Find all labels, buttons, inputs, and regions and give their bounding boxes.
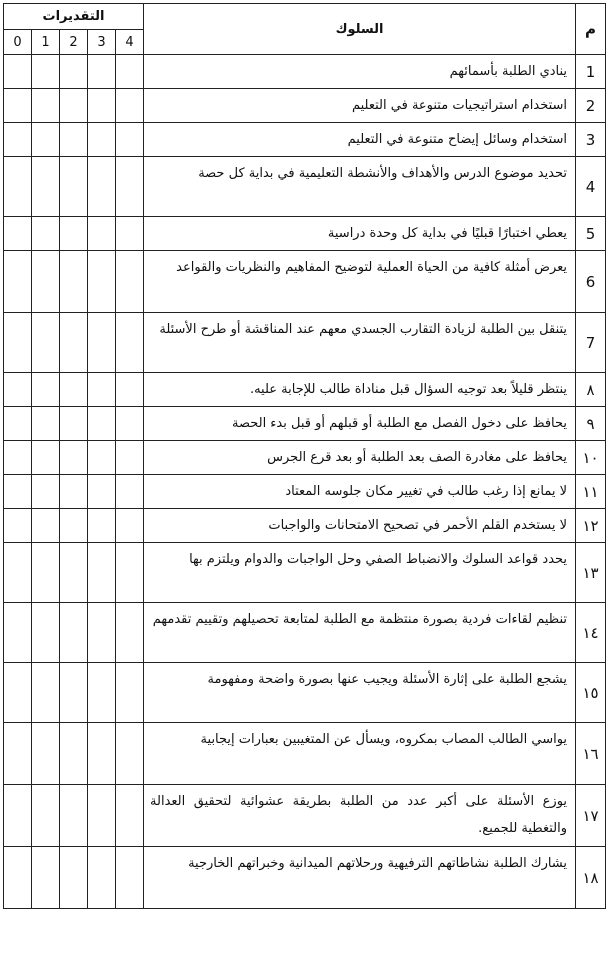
table-row — [4, 407, 606, 441]
rating-cell-3[interactable] — [88, 157, 116, 217]
table-row — [4, 55, 606, 89]
behavior-text: ينادي الطلبة بأسمائهم — [144, 55, 576, 89]
rating-cell-0[interactable] — [4, 55, 32, 89]
rating-cell-4[interactable] — [116, 723, 144, 785]
rating-cell-0[interactable] — [4, 157, 32, 217]
scale-0: 0 — [4, 30, 32, 55]
table-row — [4, 603, 606, 663]
behavior-text: يعرض أمثلة كافية من الحياة العملية لتوضيح المفاهيم والنظريات والقواعد — [144, 251, 576, 313]
row-number: ١٠ — [576, 441, 606, 475]
rating-cell-4[interactable] — [116, 55, 144, 89]
rating-cell-4[interactable] — [116, 123, 144, 157]
rating-cell-4[interactable] — [116, 407, 144, 441]
rating-cell-1[interactable] — [32, 543, 60, 603]
rating-cell-2[interactable] — [60, 723, 88, 785]
header-behavior: السلوك — [144, 4, 576, 55]
row-number: 3 — [576, 123, 606, 157]
behavior-text: يشجع الطلبة على إثارة الأسئلة ويجيب عنها بصورة واضحة ومفهومة — [144, 663, 576, 723]
table-row — [4, 543, 606, 603]
table-row — [4, 785, 606, 847]
table-row — [4, 123, 606, 157]
behavior-text: يواسي الطالب المصاب بمكروه، ويسأل عن المتغيبين بعبارات إيجابية — [144, 723, 576, 785]
rating-cell-1[interactable] — [32, 603, 60, 663]
table-row — [4, 441, 606, 475]
rating-cell-0[interactable] — [4, 475, 32, 509]
scale-3: 3 — [88, 30, 116, 55]
rating-cell-1[interactable] — [32, 251, 60, 313]
row-number: 2 — [576, 89, 606, 123]
row-number: ٨ — [576, 373, 606, 407]
rating-cell-3[interactable] — [88, 603, 116, 663]
row-number: 6 — [576, 251, 606, 313]
rating-cell-1[interactable] — [32, 509, 60, 543]
scale-2: 2 — [60, 30, 88, 55]
behavior-text: يوزع الأسئلة على أكبر عدد من الطلبة بطريقة عشوائية لتحقيق العدالة والتغطية للجميع. — [144, 785, 576, 847]
behavior-text: يتنقل بين الطلبة لزيادة التقارب الجسدي معهم عند المناقشة أو طرح الأسئلة — [144, 313, 576, 373]
row-number: ٩ — [576, 407, 606, 441]
table-row — [4, 251, 606, 313]
rating-table — [3, 3, 606, 909]
rating-cell-0[interactable] — [4, 313, 32, 373]
row-number: ١١ — [576, 475, 606, 509]
rating-cell-3[interactable] — [88, 313, 116, 373]
rating-cell-0[interactable] — [4, 407, 32, 441]
row-number: ١٤ — [576, 603, 606, 663]
rating-cell-0[interactable] — [4, 373, 32, 407]
rating-cell-2[interactable] — [60, 157, 88, 217]
row-number: 1 — [576, 55, 606, 89]
row-number: 5 — [576, 217, 606, 251]
rating-cell-3[interactable] — [88, 55, 116, 89]
behavior-text: يحافظ على مغادرة الصف بعد الطلبة أو بعد قرع الجرس — [144, 441, 576, 475]
rating-cell-1[interactable] — [32, 475, 60, 509]
rating-cell-3[interactable] — [88, 373, 116, 407]
table-row — [4, 217, 606, 251]
row-number: ١٨ — [576, 847, 606, 909]
rating-cell-1[interactable] — [32, 55, 60, 89]
rating-cell-2[interactable] — [60, 123, 88, 157]
rows-body — [4, 55, 606, 909]
rating-cell-4[interactable] — [116, 313, 144, 373]
rating-cell-4[interactable] — [116, 157, 144, 217]
rating-cell-1[interactable] — [32, 847, 60, 909]
rating-cell-1[interactable] — [32, 441, 60, 475]
rating-cell-3[interactable] — [88, 123, 116, 157]
rating-cell-4[interactable] — [116, 441, 144, 475]
rating-cell-1[interactable] — [32, 217, 60, 251]
table-row — [4, 847, 606, 909]
rating-cell-3[interactable] — [88, 663, 116, 723]
rating-cell-2[interactable] — [60, 55, 88, 89]
row-number: 4 — [576, 157, 606, 217]
behavior-rating-form — [3, 3, 605, 956]
rating-cell-3[interactable] — [88, 407, 116, 441]
rating-cell-2[interactable] — [60, 785, 88, 847]
table-row — [4, 663, 606, 723]
table-row — [4, 157, 606, 217]
rating-cell-4[interactable] — [116, 603, 144, 663]
behavior-text: استخدام استراتيجيات متنوعة في التعليم — [144, 89, 576, 123]
rating-cell-4[interactable] — [116, 663, 144, 723]
behavior-text: يحافظ على دخول الفصل مع الطلبة أو قبلهم أو قبل بدء الحصة — [144, 407, 576, 441]
rating-cell-0[interactable] — [4, 123, 32, 157]
rating-cell-0[interactable] — [4, 89, 32, 123]
row-number: 7 — [576, 313, 606, 373]
table-row — [4, 89, 606, 123]
table-row — [4, 475, 606, 509]
behavior-text: يعطي اختبارًا قبليًا في بداية كل وحدة دراسية — [144, 217, 576, 251]
rating-cell-2[interactable] — [60, 603, 88, 663]
rating-cell-1[interactable] — [32, 123, 60, 157]
rating-cell-2[interactable] — [60, 407, 88, 441]
rating-cell-3[interactable] — [88, 475, 116, 509]
table-row — [4, 373, 606, 407]
behavior-text: تحديد موضوع الدرس والأهداف والأنشطة التعليمية في بداية كل حصة — [144, 157, 576, 217]
rating-cell-3[interactable] — [88, 89, 116, 123]
rating-cell-2[interactable] — [60, 475, 88, 509]
rating-cell-0[interactable] — [4, 785, 32, 847]
rating-cell-4[interactable] — [116, 89, 144, 123]
rating-cell-4[interactable] — [116, 543, 144, 603]
rating-cell-0[interactable] — [4, 603, 32, 663]
rating-cell-3[interactable] — [88, 217, 116, 251]
rating-cell-4[interactable] — [116, 251, 144, 313]
header-row — [4, 4, 606, 30]
table-row — [4, 509, 606, 543]
rating-cell-2[interactable] — [60, 509, 88, 543]
table-row — [4, 313, 606, 373]
behavior-text: ينتظر قليلاً بعد توجيه السؤال قبل مناداة طالب للإجابة عليه. — [144, 373, 576, 407]
rating-cell-2[interactable] — [60, 251, 88, 313]
rating-cell-4[interactable] — [116, 217, 144, 251]
rating-cell-1[interactable] — [32, 373, 60, 407]
rating-cell-2[interactable] — [60, 313, 88, 373]
behavior-text: لا يستخدم القلم الأحمر في تصحيح الامتحانات والواجبات — [144, 509, 576, 543]
rating-cell-0[interactable] — [4, 847, 32, 909]
rating-cell-1[interactable] — [32, 663, 60, 723]
rating-cell-2[interactable] — [60, 373, 88, 407]
rating-cell-0[interactable] — [4, 509, 32, 543]
rating-cell-0[interactable] — [4, 251, 32, 313]
header-num: م — [576, 4, 606, 55]
scale-4: 4 — [116, 30, 144, 55]
rating-cell-1[interactable] — [32, 157, 60, 217]
rating-cell-3[interactable] — [88, 509, 116, 543]
row-number: ١٦ — [576, 723, 606, 785]
rating-cell-2[interactable] — [60, 543, 88, 603]
row-number: ١٢ — [576, 509, 606, 543]
behavior-text: استخدام وسائل إيضاح متنوعة في التعليم — [144, 123, 576, 157]
behavior-text: لا يمانع إذا رغب طالب في تغيير مكان جلوسه المعتاد — [144, 475, 576, 509]
rating-cell-4[interactable] — [116, 785, 144, 847]
rating-cell-1[interactable] — [32, 407, 60, 441]
rating-cell-3[interactable] — [88, 847, 116, 909]
scale-1: 1 — [32, 30, 60, 55]
rating-cell-1[interactable] — [32, 723, 60, 785]
rating-cell-4[interactable] — [116, 475, 144, 509]
rating-cell-0[interactable] — [4, 723, 32, 785]
rating-cell-1[interactable] — [32, 313, 60, 373]
table-row — [4, 723, 606, 785]
header-ratings: التقديرات — [4, 4, 144, 30]
rating-cell-1[interactable] — [32, 89, 60, 123]
rating-cell-2[interactable] — [60, 441, 88, 475]
rating-cell-0[interactable] — [4, 543, 32, 603]
rating-cell-3[interactable] — [88, 785, 116, 847]
rating-cell-3[interactable] — [88, 441, 116, 475]
behavior-text: يشارك الطلبة نشاطاتهم الترفيهية ورحلاتهم الميدانية وخبراتهم الخارجية — [144, 847, 576, 909]
rating-cell-0[interactable] — [4, 441, 32, 475]
rating-cell-1[interactable] — [32, 785, 60, 847]
rating-cell-4[interactable] — [116, 847, 144, 909]
row-number: ١٣ — [576, 543, 606, 603]
rating-cell-0[interactable] — [4, 663, 32, 723]
rating-cell-2[interactable] — [60, 89, 88, 123]
rating-cell-0[interactable] — [4, 217, 32, 251]
rating-cell-2[interactable] — [60, 217, 88, 251]
row-number: ١٧ — [576, 785, 606, 847]
rating-cell-4[interactable] — [116, 373, 144, 407]
rating-cell-2[interactable] — [60, 847, 88, 909]
row-number: ١٥ — [576, 663, 606, 723]
behavior-text: تنظيم لقاءات فردية بصورة منتظمة مع الطلبة لمتابعة تحصيلهم وتقييم تقدمهم — [144, 603, 576, 663]
rating-cell-3[interactable] — [88, 723, 116, 785]
rating-cell-3[interactable] — [88, 251, 116, 313]
rating-cell-4[interactable] — [116, 509, 144, 543]
rating-cell-2[interactable] — [60, 663, 88, 723]
rating-cell-3[interactable] — [88, 543, 116, 603]
behavior-text: يحدد قواعد السلوك والانضباط الصفي وحل الواجبات والدوام ويلتزم بها — [144, 543, 576, 603]
